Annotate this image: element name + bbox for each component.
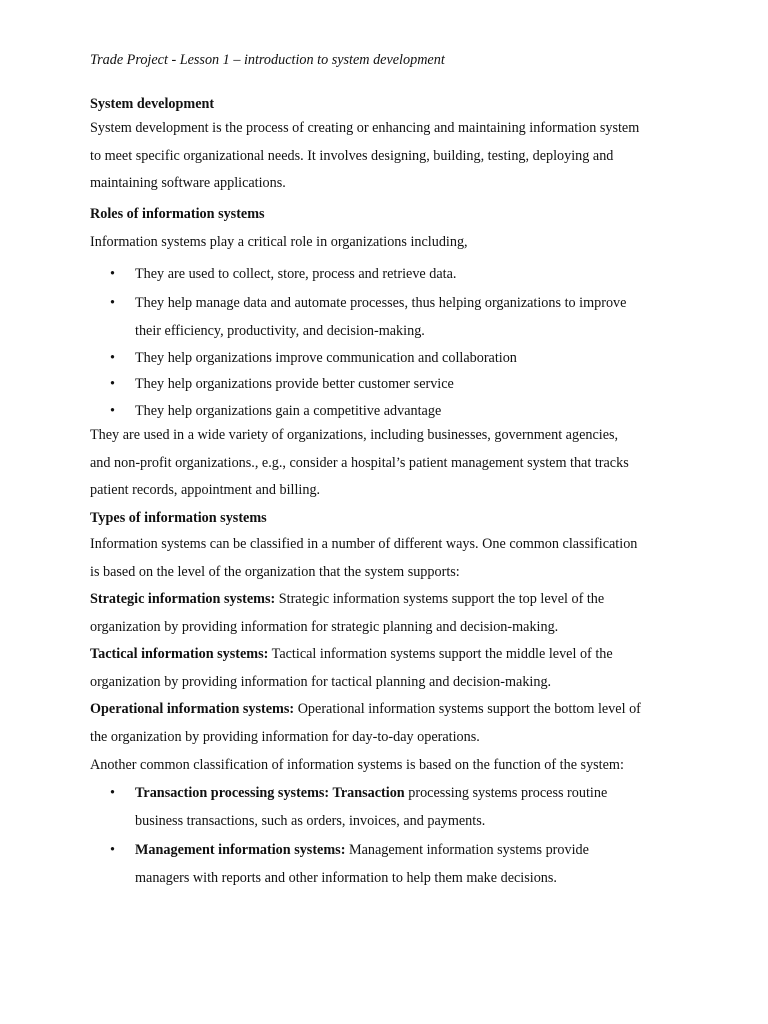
list-item [90, 371, 690, 398]
paragraph-line: and non-profit organizations., e.g., consider a hospital’s patient management system that tracks [90, 454, 629, 471]
paragraph-line: to meet specific organizational needs. It involves designing, building, testing, deploying and [90, 147, 614, 164]
roles-intro: Information systems play a critical role in organizations including, [90, 234, 468, 250]
list-item-text: They help organizations provide better customer service [135, 376, 454, 392]
list-item-text: managers with reports and other information to help them make decisions. [135, 869, 557, 886]
term-label: Management information systems: [135, 842, 346, 858]
strategic-paragraph [90, 586, 690, 641]
bullet-icon: • [110, 349, 115, 366]
list-item [90, 289, 690, 345]
roles-after-paragraph [90, 422, 690, 505]
roles-bullet-list [90, 261, 690, 424]
term-text: Tactical information systems support the middle level of the [268, 646, 613, 662]
list-item [90, 837, 690, 892]
bullet-icon: • [110, 842, 115, 858]
term-text: Strategic information systems support the top level of the [275, 591, 605, 607]
paragraph-line: maintaining software applications. [90, 175, 286, 191]
function-bullet-list [90, 780, 690, 892]
tactical-paragraph [90, 641, 690, 696]
list-item [90, 398, 690, 425]
page-header: Trade Project - Lesson 1 – introduction to system development [90, 52, 445, 68]
paragraph-line: System development is the process of creating or enhancing and maintaining information system [90, 120, 640, 136]
term-label: Tactical information systems: [90, 646, 269, 662]
bullet-icon: • [110, 294, 115, 311]
function-intro: Another common classification of information systems is based on the function of the system: [90, 757, 624, 773]
list-item-text: They help organizations improve communication and collaboration [135, 349, 517, 366]
paragraph-line: the organization by providing information for day-to-day operations. [90, 728, 480, 745]
paragraph-line: patient records, appointment and billing. [90, 482, 321, 498]
term-text: Management information systems provide [345, 842, 589, 858]
section-heading-roles: Roles of information systems [90, 206, 265, 222]
term-label: Transaction processing systems: Transaction [135, 785, 405, 801]
list-item [90, 261, 690, 288]
bullet-icon: • [110, 785, 115, 801]
paragraph-line: organization by providing information for tactical planning and decision-making. [90, 673, 552, 690]
list-item-text: They are used to collect, store, process and retrieve data. [135, 266, 457, 282]
bullet-icon: • [110, 266, 115, 282]
operational-paragraph [90, 696, 690, 751]
paragraph-line: is based on the level of the organization that the system supports: [90, 563, 460, 580]
term-label: Strategic information systems: [90, 591, 276, 607]
list-item-text: They help organizations gain a competitive advantage [135, 402, 442, 419]
paragraph-line: organization by providing information for strategic planning and decision-making. [90, 618, 559, 635]
bullet-icon: • [110, 376, 115, 392]
paragraph-line: They are used in a wide variety of organizations, including businesses, government agencies, [90, 427, 619, 443]
term-label: Operational information systems: [90, 701, 295, 717]
section-heading-system-development: System development [90, 96, 215, 112]
paragraph-line: Information systems can be classified in a number of different ways. One common classification [90, 536, 638, 552]
bullet-icon: • [110, 402, 115, 419]
system-development-paragraph [90, 115, 690, 198]
types-intro [90, 531, 690, 586]
list-item [90, 345, 690, 372]
list-item-text: their efficiency, productivity, and decision-making. [135, 322, 425, 339]
section-heading-types: Types of information systems [90, 510, 267, 526]
term-text: Operational information systems support the bottom level of [294, 701, 641, 717]
term-text: processing systems process routine [404, 785, 608, 801]
list-item-text: business transactions, such as orders, invoices, and payments. [135, 812, 486, 829]
list-item [90, 780, 690, 835]
list-item-text: They help manage data and automate processes, thus helping organizations to improve [135, 294, 627, 311]
